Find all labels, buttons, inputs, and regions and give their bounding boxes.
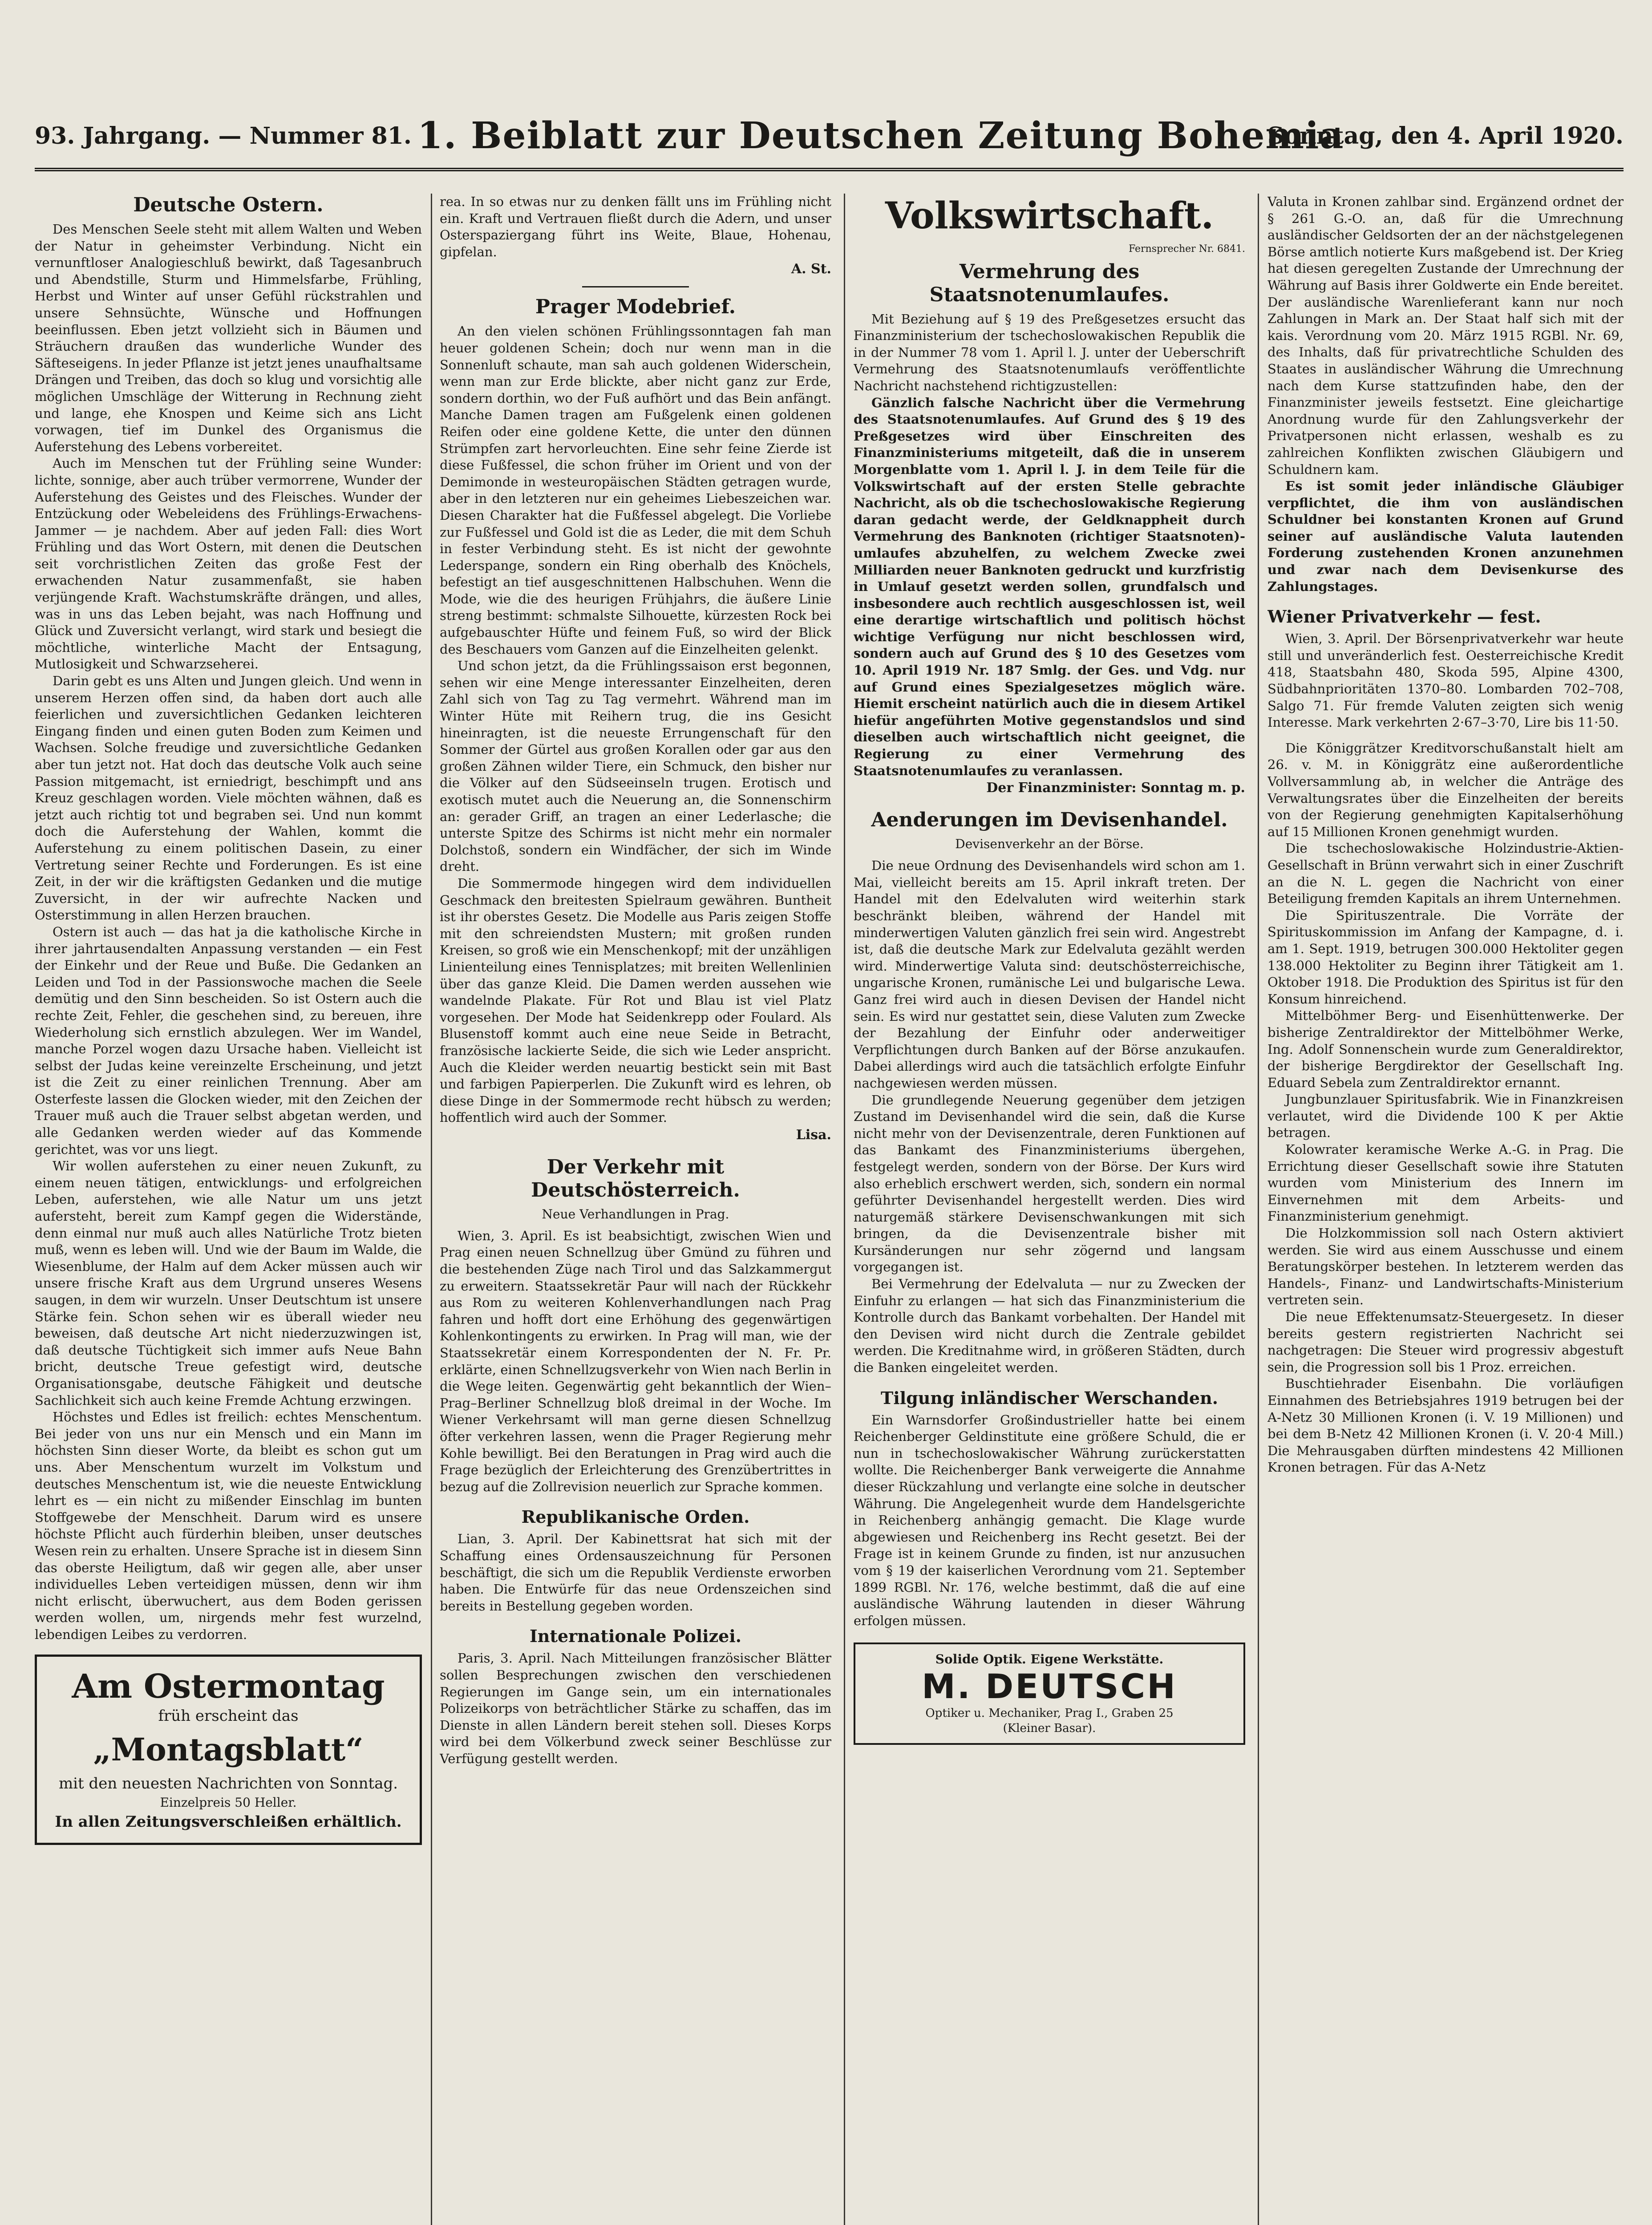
separator — [582, 286, 689, 287]
subheadline: Devisenverkehr an der Börse. — [955, 837, 1144, 852]
ad-address: Optiker u. Mechaniker, Prag I., Graben 25 — [925, 1707, 1174, 1720]
ad-line: früh erscheint das — [158, 1707, 299, 1725]
article-paragraph: Ein Warnsdorfer Großindustrieller hatte bei einem Reichenberger Geldinstitute eine größere Schuld, die er nun in tschechoslowakischer Währung zurückerstatten wollte. Die Reichenberger Bank verweigerte die Annahme dieser Rückzahlung und verlangte eine solche in deutscher Währung. Die Angelegenheit wurde dem Handelsgerichte in Reichenberg anhängig gemacht. Die Klage wurde abgewiesen und Reichenberg ins Recht gesetzt. Bei der Frage ist in keinem Grunde zu finden, ist nur anzusuchen vom § 19 der kaiserlichen Verordnung vom 21. September 1899 RGBl. Nr. 176, welche bestimmt, daß die auf eine ausländische Währung lautenden in dieser Währung erfolgen müssen. — [854, 1412, 1245, 1628]
article-paragraph: Die neue Effektenumsatz-Steuergesetz. In dieser bereits gestern registrierten Nachricht sei nachgetragen: Die Steuer wird progressiv abgestuft sein, die Progression soll bis 1 Proz. erreichen. — [1267, 1309, 1624, 1375]
ad-line: mit den neuesten Nachrichten von Sonntag. — [58, 1775, 398, 1793]
article-paragraph: Die Holzkommission soll nach Ostern aktiviert werden. Sie wird aus einem Ausschusse und einem Beratungskörper bestehen. In letzterem werden das Handels-, Finanz- und Landwirtschafts-Ministerium vertreten sein. — [1267, 1226, 1624, 1308]
article-paragraph: Jungbunzlauer Spiritusfabrik. Wie in Finanzkreisen verlautet, wird die Dividende 100 K per Aktie betragen. — [1267, 1092, 1624, 1141]
advertisement-montagsblatt — [35, 1655, 422, 1845]
article-paragraph: Die Königgrätzer Kreditvorschußanstalt hielt am 26. v. M. in Königgrätz eine außerordentliche Vollversammlung ab, in welcher die Anträge des Verwaltungsrates über die Einzelheiten der bereits von der Regierung genehmigten Kapitalserhöhung auf 15 Millionen Kronen genehmigt wurden. — [1267, 740, 1624, 839]
headline-deutsche-ostern: Deutsche Ostern. — [133, 194, 324, 216]
advertisement-deutsch-optik — [854, 1642, 1245, 1745]
section-title: Volkswirtschaft. — [885, 194, 1214, 237]
issue-date: Sonntag, den 4. April 1920. — [1267, 122, 1624, 150]
article-paragraph: Buschtiehrader Eisenbahn. Die vorläufigen Einnahmen des Betriebsjahres 1919 betrugen bei der A-Netz 30 Millionen Kronen (i. V. 19 Millionen) und bei dem B-Netz 42 Millionen Kronen (i. V. 20·4 Mill.) Die Mehrausgaben dürften mindestens 42 Millionen Kronen betragen. Für das A-Netz — [1267, 1376, 1624, 1475]
newspaper-page — [35, 109, 1624, 2225]
article-paragraph: Gänzlich falsche Nachricht über die Vermehrung des Staatsnotenumlaufes. Auf Grund des § 19 des Preßgesetzes wird über Einschreiten des Finanzministeriums mitgeteilt, daß die in unserem Morgenblatte vom 1. April l. J. in dem Teile für die Volkswirtschaft auf der ersten Stelle gebrachte Nachricht, als ob die tschechoslowakische Regierung daran gedacht werde, der Geldknappheit durch Vermehrung des Banknoten (richtiger Staatsnoten)-umlaufes abzuhelfen, zu welchem Zwecke zwei Milliarden neuer Banknoten gedruckt und kurzfristig in Umlauf gesetzt werden sollen, grundfalsch und insbesondere auch rechtlich ausgeschlossen ist, weil eine derartige wirtschaftlich und politisch höchst wichtige Verfügung nur nicht beschlossen wird, sondern auch auf Grund des § 10 des Gesetzes vom 10. April 1919 Nr. 187 Smlg. der Ges. und Vdg. nur auf Grund eines Spezialgesetzes möglich wäre. Hiemit erscheint natürlich auch die in diesem Artikel hiefür angeführten Motive gegenstandslos und sind dieselben auch wirtschaftlich nicht geeignet, die Regierung zu einer Vermehrung des Staatsnotenumlaufes zu veranlassen. — [854, 395, 1245, 778]
author-signature: Der Finanzminister: Sonntag m. p. — [986, 780, 1245, 796]
ad-name: M. DEUTSCH — [922, 1667, 1177, 1707]
author-signature: Lisa. — [796, 1127, 831, 1143]
ad-footer: In allen Zeitungsverschleißen erhältlich. — [55, 1813, 402, 1831]
column-2 — [440, 194, 831, 2225]
headline-devisenhandel: Aenderungen im Devisenhandel. — [871, 809, 1228, 832]
ad-title: Am Ostermontag — [72, 1667, 385, 1706]
headline-orden: Republikanische Orden. — [521, 1507, 750, 1527]
headline-tilgung: Tilgung inländischer Werschanden. — [881, 1388, 1218, 1408]
ad-name: „Montagsblatt“ — [93, 1731, 364, 1768]
article-paragraph: Die Spirituszentrale. Die Vorräte der Spirituskommission im Anfang der Kampagne, d. i. am 1. Sept. 1919, betrugen 300.000 Hektoliter gegen 138.000 Hektoliter zu Beginn ihrer Tätigkeit am 1. Oktober 1918. Die Produktion des Spiritus ist für den Konsum hinreichend. — [1267, 907, 1624, 1007]
headline-verkehr: Der Verkehr mit Deutschösterreich. — [531, 1155, 740, 1202]
continued-text: Valuta in Kronen zahlbar sind. Ergänzend ordnet der § 261 G.-O. an, daß für die Umrechnung ausländischer Geldsorten der an der nächstgelegenen Börse amtlich notierte Kurs maßgebend ist. Der Krieg hat diesen geregelten Zustande der Umrechnung der Währung auf Basis ihrer Goldwerte ein Ende bereitet. Der ausländische Warenlieferant kann nur noch Zahlungen in Mark an. Der Staat half sich mit der kais. Verordnung vom 20. März 1915 RGBl. Nr. 69, des Inhalts, daß für privatrechtliche Schulden des Staates in ausländischer Währung die Umrechnung nach dem Kurse stattzufinden habe, den der Finanzminister jeweils festsetzt. Eine gleichartige Anordnung wurde für den Zahlungsverkehr der Privatpersonen nicht erlassen, weshalb es zu zahlreichen Konflikten zwischen Gläubigern und Schuldnern kam. — [1267, 194, 1624, 477]
article-paragraph: Höchstes und Edles ist freilich: echtes Menschentum. Bei jeder von uns nur ein Mensch und ein Mann im höchsten Sinn dieser Worte, da bleibt es schon gut um uns. Aber Menschentum wurzelt im Volkstum und deutsches Menschentum ist, wie die neueste Entwicklung lehrt es — ein nicht zu mißender Einschlag im bunten Stoffgewebe der Menschheit. Darum wird es unsere höchste Pflicht auch fürderhin bleiben, unser deutsches Wesen rein zu erhalten. Unsere Sprache ist in diesem Sinn das oberste Heiligtum, daß wir gegen alle, aber unser individuelles Leben verteidigen müssen, denn wir ihm nicht erlischt, überwuchert, aus dem Boden gerissen werden wollen, um, nirgends mehr fest wurzelnd, lebendigen Leibes zu verdorren. — [35, 1409, 422, 1642]
article-paragraph: Auch im Menschen tut der Frühling seine Wunder: lichte, sonnige, aber auch trüber vermorrene, Wunder der Auferstehung des Geistes und des Fleisches. Wunder der Entzückung oder Webeleidens des Frühlings-Erwachens-Jammer — je nachdem. Aber auf jeden Fall: dies Wort Frühling und das Wort Ostern, mit denen die Deutschen seit vorchristlichen Zeiten das große Fest der erwachenden Natur zusammenfaßt, sie haben verjüngende Kraft. Wachstumskräfte drängen, und alles, was in uns das Leben bejaht, was nach Hoffnung und Glück und Zuversicht verlangt, wird stark und besiegt die möchtliche, winterliche Macht der Entsagung, Mutlosigkeit und Schwarzseherei. — [35, 456, 422, 672]
article-paragraph: Bei Vermehrung der Edelvaluta — nur zu Zwecken der Einfuhr zu erlangen — hat sich das Finanzministerium die Kontrolle durch das Bankamt vorbehalten. Der Handel mit den Devisen wird nicht durch die Zentrale gebildet werden. Die Kreditnahme wird, in größeren Städten, durch die Banken eingeleitet werden. — [854, 1276, 1245, 1375]
ad-price: Einzelpreis 50 Heller. — [160, 1795, 297, 1810]
column-rule — [1258, 194, 1259, 2225]
section-note: Fernsprecher Nr. 6841. — [1128, 243, 1245, 255]
column-rule — [844, 194, 845, 2225]
ad-top: Solide Optik. Eigene Werkstätte. — [935, 1652, 1164, 1667]
newspaper-title: 1. Beiblatt zur Deutschen Zeitung Bohemia — [417, 114, 1344, 157]
article-paragraph: Wien, 3. April. Es ist beabsichtigt, zwischen Wien und Prag einen neuen Schnellzug über Gmünd zu führen und die bestehenden Züge nach Tirol und das Salzkammergut zu erweitern. Staatssekretär Paur will nach der Rückkehr aus Rom zu weiteren Kohlenverhandlungen nach Prag fahren und hofft dort eine Erhöhung des gegenwärtigen Kohlenkontingents zu erwirken. In Prag will man, wie der Staatssekretär einem Korrespondenten der N. Fr. Pr. erklärte, einen Schnellzugsverkehr von Wien nach Berlin in die Wege leiten. Gegenwärtig geht bekanntlich der Wien–Prag–Berliner Schnellzug bloß dreimal in der Woche. Im Wiener Verkehrsamt will man gerne diesen Schnellzug öfter verkehren lassen, wenn die Prager Regierung mehr Kohle bewilligt. Bei den Beratungen in Prag wird auch die Frage bezüglich der Erleichterung des Grenzübertrittes in bezug auf die Zollrevision neuerlich zur Sprache kommen. — [440, 1228, 831, 1494]
article-paragraph: Ostern ist auch — das hat ja die katholische Kirche in ihrer jahrtausendalten Anpassung verstanden — ein Fest der Einkehr und der Reue und Buße. Die Gedanken an Leiden und Tod in der Passionswoche machen die Seele demütig und den Sinn bescheiden. So ist Ostern auch die rechte Zeit, Fehler, die geschehen sind, zu bereuen, ihre Wiederholung sich ernstlich abzulegen. Wer im Wandel, manche Porzel wogen dazu Ursache haben. Vielleicht ist selbst der Judas keine vereinzelte Erscheinung, und jetzt ist die Zeit zu einer reinlichen Trennung. Aber am Osterfeste lassen die Glocken wieder, mit den Zeichen der Trauer muß auch die Trauer selbst abgetan werden, und alle Gedanken werden wieder auf das Kommende gerichtet, was vor uns liegt. — [35, 924, 422, 1157]
column-1 — [35, 194, 422, 2225]
subheadline: Neue Verhandlungen in Prag. — [542, 1206, 729, 1222]
column-3 — [854, 194, 1245, 2225]
continued-text: rea. In so etwas nur zu denken fällt uns im Frühling nicht ein. Kraft und Vertrauen fließt durch die Adern, und unser Osterspaziergang führt ins Weite, Blaue, Hohenau, gipfelan. — [440, 194, 831, 259]
article-paragraph: Und schon jetzt, da die Frühlingssaison erst begonnen, sehen wir eine Menge interessanter Einzelheiten, deren Zahl sich von Tag zu Tag vermehrt. Während man im Winter Hüte mit Reihern trug, die ins Gesicht hineinragten, ist die neueste Errungenschaft für den Sommer der Gürtel aus großen Korallen oder gar aus den großen Zähnen wilder Tiere, ein Schmuck, den bisher nur die Völker auf den Südseeinseln trugen. Erotisch und exotisch mutet auch die Neuerung an, die Sonnenschirm an: gerader Griff, an tragen an einer Lederlasche; die unterste Spitze des Schirms ist nicht mehr ein normaler Dolchstoß, sondern ein Windfächer, der sich im Winde dreht. — [440, 658, 831, 874]
headline-polizei: Internationale Polizei. — [529, 1626, 742, 1646]
article-paragraph: Es ist somit jeder inländische Gläubiger verpflichtet, die ihm von ausländischen Schuldner bei konstanten Kronen auf Grund seiner auf ausländische Valuta lautenden Forderung zustehenden Kronen anzunehmen und zwar nach dem Devisenkurse des Zahlungstages. — [1267, 478, 1624, 594]
article-paragraph: Die tschechoslowakische Holzindustrie-Aktien-Gesellschaft in Brünn verwahrt sich in einer Zuschrift an die N. L. gegen die Nachricht von einer Beteiligung fremden Kapitals an ihrem Unternehmen. — [1267, 841, 1624, 906]
article-paragraph: Die neue Ordnung des Devisenhandels wird schon am 1. Mai, vielleicht bereits am 15. April inkraft treten. Der Handel mit den Edelvaluten wird weiterhin stark beschränkt bleiben, während der Handel mit minderwertigen Valuten gänzlich frei sein wird. Angestrebt ist, daß die deutsche Mark zur Edelvaluta gezählt werden wird. Minderwertige Valuta sind: deutschösterreichische, ungarische Kronen, rumänische Lei und bulgarische Lewa. Ganz frei wird auch in diesen Devisen der Handel nicht sein. Es wird nur gestattet sein, diese Valuten zum Zwecke der Bezahlung der Einfuhr oder anderweitiger Verpflichtungen durch Banken auf der Börse anzukaufen. Dabei allerdings wird auch die tatsächlich erfolgte Einfuhr nachgewiesen werden müssen. — [854, 858, 1245, 1091]
article-paragraph: An den vielen schönen Frühlingssonntagen fah man heuer goldenen Schein; doch nur wenn man in die Sonnenluft schaute, man sah auch goldenen Widerschein, wenn man zur Erde blickte, aber nicht ganz zur Erde, sondern dorthin, wo der Fuß aufhört und das Bein anfängt. Manche Damen tragen am Fußgelenk einen goldenen Reifen oder eine goldene Kette, die unter den dünnen Strümpfen zart hervorleuchten. Eine sehr feine Zierde ist diese Fußfessel, die schon früher im Orient und von der Demimonde in westeuropäischen Städten getragen wurde, aber in den letzteren nur ein geheimes Liebeszeichen war. Diesen Charakter hat die Fußfessel abgelegt. Die Vorliebe zur Fußfessel und Gold ist die as Leder, die mit dem Schuh in fester Verbindung steht. Es ist nicht der gewohnte Lederspange, sondern ein Ring oberhalb des Knöchels, befestigt an tief ausgeschnittenen Halbschuhen. Wenn die Mode, wie die des heurigen Frühjahrs, die äußere Linie streng bestimmt: schmalste Silhouette, kürzesten Rock bei aufgebauschter Hüfte und feinem Fuß, so wird der Blick des Beschauers vom Ganzen auf die Einzelheiten gelenkt. — [440, 324, 831, 657]
article-paragraph: Wir wollen auferstehen zu einer neuen Zukunft, zu einem neuen tätigen, entwicklungs- und erfolgreichen Leben, auferstehen, wie alle Natur um uns jetzt aufersteht, bereit zum Kampf gegen die Widerstände, denn einmal nur muß auch alles Natürliche Trotz bieten muß, wenn es leben will. Und wie der Baum im Walde, die Wiesenblume, der Halm auf dem Acker müssen auch wir unsere frische Kraft aus dem Urgrund unseres Wesens saugen, in dem wir wurzeln. Unser Deutschtum ist unsere Stärke fein. Schon sehen wir es überall wieder neu beweisen, daß deutsche Art nicht niederzuzwingen ist, daß deutsche Tüchtigkeit sich immer aufs Neue Bahn bricht, deutsche Treue gefestigt wird, deutsche Organisationsgabe, deutsche Fähigkeit und deutsche Sachlichkeit sich auch keine Fremde Achtung erzwingen. — [35, 1158, 422, 1408]
article-paragraph: Darin gebt es uns Alten und Jungen gleich. Und wenn in unserem Herzen offen sind, da haben dort auch alle feierlichen und zuversichtlichen Gedanken leichteren Eingang finden und einen guten Boden zum Keimen und Wachsen. Solche freudige und zuversichtliche Gedanken aber tun jetzt not. Hat doch das deutsche Volk auch seine Passion mitgemacht, ist erniedrigt, beschimpft und ans Kreuz geschlagen worden. Viele möchten wähnen, daß es jetzt auch richtig tot und begraben sei. Und nun kommt doch die Auferstehung der Wahlen, kommt die Auferstehung zu einem politischen Dasein, zu einer Vertretung seiner Rechte und Forderungen. Es ist eine Zeit, in der wir die kräftigsten Gedanken und die mutige Zuversicht, in der wir aufrechte Nacken und Osterstimmung in allen Herzen brauchen. — [35, 673, 422, 923]
article-paragraph: Des Menschen Seele steht mit allem Walten und Weben der Natur in geheimster Verbindung. Nicht ein vernunftloser Analogieschluß bewirkt, daß Tagesanbruch und Abendstille, Sturm und Himmelsfarbe, Frühling, Herbst und Winter auf unser Gefühl rückstrahlen und unsere Sehnsüchte, Wünsche und Hoffnungen beeinflussen. Eben jetzt vollzieht sich in Bäumen und Sträuchern draußen das wunderliche Wunder des Säfteseigens. In jeder Pflanze ist jetzt jenes unaufhaltsame Drängen und Treiben, das doch so klug und vorsichtig alle möglichen Umschläge der Witterung in Rechnung zieht und lange, ehe Knospen und Keime sich ans Licht vorwagen, tief im Dunkel des Organismus die Auferstehung des Lebens vorbereitet. — [35, 222, 422, 454]
column-4 — [1267, 194, 1624, 2225]
article-paragraph: Paris, 3. April. Nach Mitteilungen französischer Blätter sollen Besprechungen zwischen den verschiedenen Regierungen im Gange sein, um ein internationales Polizeikorps von beträchtlicher Stärke zu schaffen, das im Dienste in allen Ländern bereit stehen soll. Dieses Korps wird bei dem Völkerbund zweck seiner Beschlüsse zur Verfügung gestellt werden. — [440, 1651, 831, 1766]
headline-prager-modebrief: Prager Modebrief. — [535, 295, 736, 319]
article-paragraph: Mit Beziehung auf § 19 des Preßgesetzes ersucht das Finanzministerium der tschechoslowakischen Republik die in der Nummer 78 vom 1. April l. J. unter der Ueberschrift Vermehrung des Staatsnotenumlaufs veröffentlichte Nachricht nachstehend richtigzustellen: — [854, 311, 1245, 393]
column-rule — [431, 194, 432, 2225]
author-signature: A. St. — [791, 261, 831, 277]
article-paragraph: Kolowrater keramische Werke A.-G. in Prag. Die Errichtung dieser Gesellschaft sowie ihre Statuten wurden vom Ministerium des Innern im Einvernehmen mit dem Arbeits- und Finanzministerium genehmigt. — [1267, 1142, 1624, 1224]
article-paragraph: Die grundlegende Neuerung gegenüber dem jetzigen Zustand im Devisenhandel wird die sein, daß die Kurse nicht mehr von der Devisenzentrale, deren Funktionen auf das Bankamt des Finanzministeriums übergehen, festgelegt werden, sondern von der Börse. Der Kurs wird also erheblich erschwert werden, sich, sondern ein normal geführter Devisenhandel hergestellt werden. Dies wird naturgemäß stärkere Devisenschwankungen mit sich bringen, da die Devisenzentrale bisher mit Kursänderungen nur sehr zögernd und langsam vorgegangen ist. — [854, 1092, 1245, 1275]
article-paragraph: Wien, 3. April. Der Börsenprivatverkehr war heute still und unveränderlich fest. Oesterreichische Kredit 418, Staatsbahn 480, Skoda 595, Alpine 4300, Südbahnprioritäten 1370–80. Lombarden 702–708, Salgo 71. Für fremde Valuten zeigten sich wenig Interesse. Mark verkehrten 2·67–3·70, Lire bis 11·50. — [1267, 631, 1624, 730]
article-paragraph: Lian, 3. April. Der Kabinettsrat hat sich mit der Schaffung eines Ordensauszeichnung für Personen beschäftigt, die sich um die Republik Verdienste erworben haben. Die Entwürfe für das neue Ordenszeichen sind bereits in Bestellung gegeben worden. — [440, 1531, 831, 1614]
article-paragraph: Die Sommermode hingegen wird dem individuellen Geschmack den breitesten Spielraum gewähren. Buntheit ist ihr oberstes Gesetz. Die Modelle aus Paris zeigen Stoffe mit den schreiendsten Mustern; mit großen runden Kreisen, so groß wie ein Menschenkopf; mit der unzähligen Linienteilung eines Tennisplatzes; mit breiten Wellenlinien über das ganze Kleid. Die Damen werden aussehen wie wandelnde Plakate. Für Rot und Blau ist viel Platz vorgesehen. Der Mode hat Seidenkrepp oder Foulard. Als Blusenstoff kommt auch eine neue Seide in Betracht, französische lackierte Seide, die sich wie Leder anspricht. Auch die Kleider werden neuartig bestickt sein mit Bast und farbigen Papierperlen. Die Zukunft wird es lehren, ob diese Dinge in der Sommermode recht hübsch zu werden; hoffentlich wird auch der Sommer. — [440, 875, 831, 1125]
headline-wiener-privatverkehr: Wiener Privatverkehr — fest. — [1267, 607, 1541, 627]
ad-small: (Kleiner Basar). — [1003, 1722, 1096, 1736]
masthead — [35, 109, 1624, 171]
issue-number: 93. Jahrgang. — Nummer 81. — [35, 122, 412, 150]
article-paragraph: Mittelböhmer Berg- und Eisenhüttenwerke. Der bisherige Zentraldirektor der Mittelböhmer Werke, Ing. Adolf Sonnenschein wurde zum Generaldirektor, der bisherige Bergdirektor der Gesellschaft Ing. Eduard Sebela zum Zentraldirektor ernannt. — [1267, 1008, 1624, 1090]
headline-staatsnoten: Vermehrung des Staatsnotenumlaufes. — [929, 260, 1170, 306]
